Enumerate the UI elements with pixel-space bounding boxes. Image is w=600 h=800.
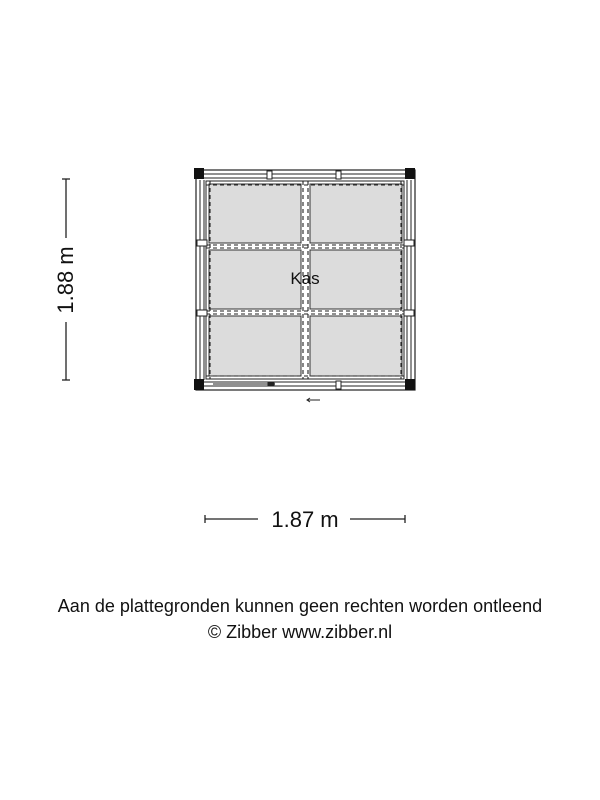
room-label: Kas [290,269,320,288]
width-dimension-label: 1.87 m [260,507,350,533]
copyright-text: © Zibber www.zibber.nl [207,622,393,642]
height-dimension-label: 1.88 m [53,240,79,320]
door-arrow [307,398,320,402]
disclaimer-text: Aan de plattegronden kunnen geen rechten worden ontleend [57,596,543,616]
